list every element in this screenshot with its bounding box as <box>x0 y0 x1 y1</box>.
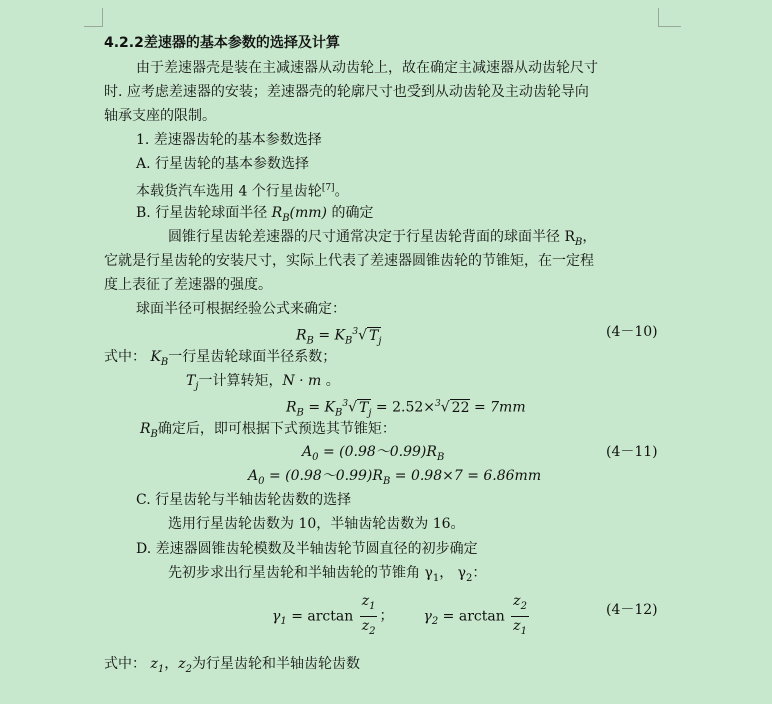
text: 确定后，即可根据下式预选其节锥矩： <box>157 421 396 437</box>
text: ， <box>164 656 179 672</box>
title-text-end: 的确定 <box>327 205 374 221</box>
root-index: 3 <box>342 399 349 409</box>
fraction <box>511 592 529 641</box>
var-r: R <box>140 421 151 437</box>
var-r: R <box>271 205 283 221</box>
text: 先初步求出行星齿轮和半轴齿轮的节锥角 γ <box>168 565 433 581</box>
var-z: z <box>178 656 186 672</box>
paragraph-line: 时. 应考虑差速器的安装；差速器壳的轮廓尺寸也受到从动齿轮及主动齿轮导向 <box>104 84 589 100</box>
eq-text: = arctan <box>286 608 354 625</box>
eq-sub: B <box>382 475 391 487</box>
page-corner-marker-right <box>658 8 681 27</box>
subsection-a-title: A. 行星齿轮的基本参数选择 <box>136 156 310 172</box>
title-text: B. 行星齿轮球面半径 <box>136 205 272 221</box>
eq-text: = K <box>303 399 335 416</box>
eq-text: = 7mm <box>469 399 526 416</box>
subsection-a-text <box>136 176 696 204</box>
subsection-d-title: D. 差速器圆锥齿轮模数及半轴齿轮节圆直径的初步确定 <box>136 541 478 557</box>
label: 式中： <box>104 656 146 672</box>
eq-sub: 2 <box>520 600 527 612</box>
eq-sub: j <box>368 407 372 419</box>
eq-sub: B <box>296 407 304 419</box>
where-line-3 <box>104 652 664 682</box>
subsection-c-text: 选用行星齿轮齿数为 10，半轴齿轮齿数为 16。 <box>168 516 465 532</box>
text-end: 。 <box>321 373 340 389</box>
eq-var: z <box>513 593 521 609</box>
eq-var: γ <box>272 608 281 625</box>
equation-4-10: $R_B = K_B^3√$ $T_j$ <box>296 327 382 347</box>
eq-var: T <box>359 399 369 416</box>
unit: N · m <box>282 373 322 389</box>
text-end: ， <box>582 229 597 245</box>
eq-separator: ； <box>379 608 394 625</box>
eq-sub: j <box>378 335 382 347</box>
eq-text: = arctan <box>438 608 505 625</box>
text: 圆锥行星齿轮差速器的尺寸通常决定于行星齿轮背面的球面半径 R <box>168 229 575 245</box>
var-sub: B <box>160 356 169 368</box>
sentence-end: 。 <box>334 183 349 200</box>
eq-sub: 0 <box>312 451 319 463</box>
var-t: T <box>186 373 196 389</box>
subsection-1-title: 1. 差速器齿轮的基本参数选择 <box>136 132 322 148</box>
radicand <box>367 327 382 347</box>
root-index: 3 <box>352 327 359 337</box>
paragraph-line: 由于差速器壳是装在主减速器从动齿轮上，故在确定主减速器从动齿轮尺寸 <box>136 60 598 76</box>
eq-sub: 2 <box>369 625 376 637</box>
text: ， γ <box>439 565 467 581</box>
var-sub: 1 <box>157 663 165 675</box>
var-sub: 2 <box>185 663 192 675</box>
paragraph-line: 度上表征了差速器的强度。 <box>104 277 272 293</box>
eq-sub: 0 <box>258 475 265 487</box>
eq-text: = (0.98～0.99)R <box>318 444 437 460</box>
equation-number: (4－11) <box>606 444 658 460</box>
var-k: K <box>150 349 161 365</box>
definition: 一计算转矩， <box>198 373 283 389</box>
paragraph-line: 它就是行星齿轮的安装尺寸，实际上代表了差速器圆锥齿轮的节锥矩，在一定程 <box>104 253 594 269</box>
definition: 为行星齿轮和半轴齿轮齿数 <box>191 656 360 672</box>
var-sub: 1 <box>432 572 440 584</box>
eq-var: T <box>369 327 379 344</box>
eq-var: R <box>286 399 297 416</box>
eq-sub: B <box>306 335 314 347</box>
var-sub: B <box>150 428 158 440</box>
eq-sub: 1 <box>280 616 287 628</box>
eq-text: = 2.52× <box>371 399 436 416</box>
radicand: 22 <box>451 399 470 416</box>
eq-sub: 1 <box>369 600 376 612</box>
equation-rb-value: $R_B = K_B^3√$ $T_j = 2.52\times^3√$ 22 = 7mm <box>286 399 526 419</box>
var-sub: j <box>195 380 199 392</box>
eq-text: = 0.98×7 = 6.86mm <box>390 468 542 484</box>
eq-text: = (0.98～0.99)R <box>264 468 383 484</box>
eq-sub: 1 <box>520 625 527 637</box>
sentence-text: 本载货汽车选用 4 个行星齿轮 <box>136 183 322 200</box>
radicand <box>357 399 372 419</box>
section-heading: 4.2.2差速器的基本参数的选择及计算 <box>104 35 340 51</box>
text-end: ： <box>472 565 487 581</box>
subsection-d-text <box>168 561 728 591</box>
eq-var: R <box>296 327 307 344</box>
eq-var: z <box>361 593 370 609</box>
paragraph-line: 轴承支座的限制。 <box>104 108 216 124</box>
eq-var: A <box>302 444 313 460</box>
eq-text: = K <box>313 327 345 344</box>
eq-var: A <box>248 468 259 484</box>
var-sub: B <box>282 212 290 224</box>
var-sub: B <box>575 236 583 248</box>
paragraph-line: 球面半径可根据经验公式来确定： <box>136 301 346 317</box>
definition: 一行星齿轮球面半径系数； <box>168 349 337 365</box>
eq-sub: B <box>345 335 353 347</box>
var-sub: 2 <box>466 572 473 584</box>
fraction <box>360 592 378 641</box>
page-corner-marker-left <box>84 8 103 27</box>
eq-sub: B <box>436 451 445 463</box>
citation-ref: [7] <box>321 183 335 193</box>
var-z: z <box>150 656 158 672</box>
equation-number: (4－10) <box>606 324 658 340</box>
subsection-c-title: C. 行星齿轮与半轴齿轮齿数的选择 <box>136 492 352 508</box>
label: 式中： <box>104 349 146 365</box>
root-index: 3 <box>435 399 441 409</box>
equation-number: (4－12) <box>606 602 658 618</box>
eq-sub: 2 <box>431 616 439 628</box>
eq-var: γ <box>423 608 432 625</box>
eq-var: z <box>513 617 521 634</box>
unit: (mm) <box>289 205 328 221</box>
eq-sub: B <box>335 407 343 419</box>
equation-4-12 <box>272 592 531 641</box>
eq-var: z <box>361 617 370 634</box>
